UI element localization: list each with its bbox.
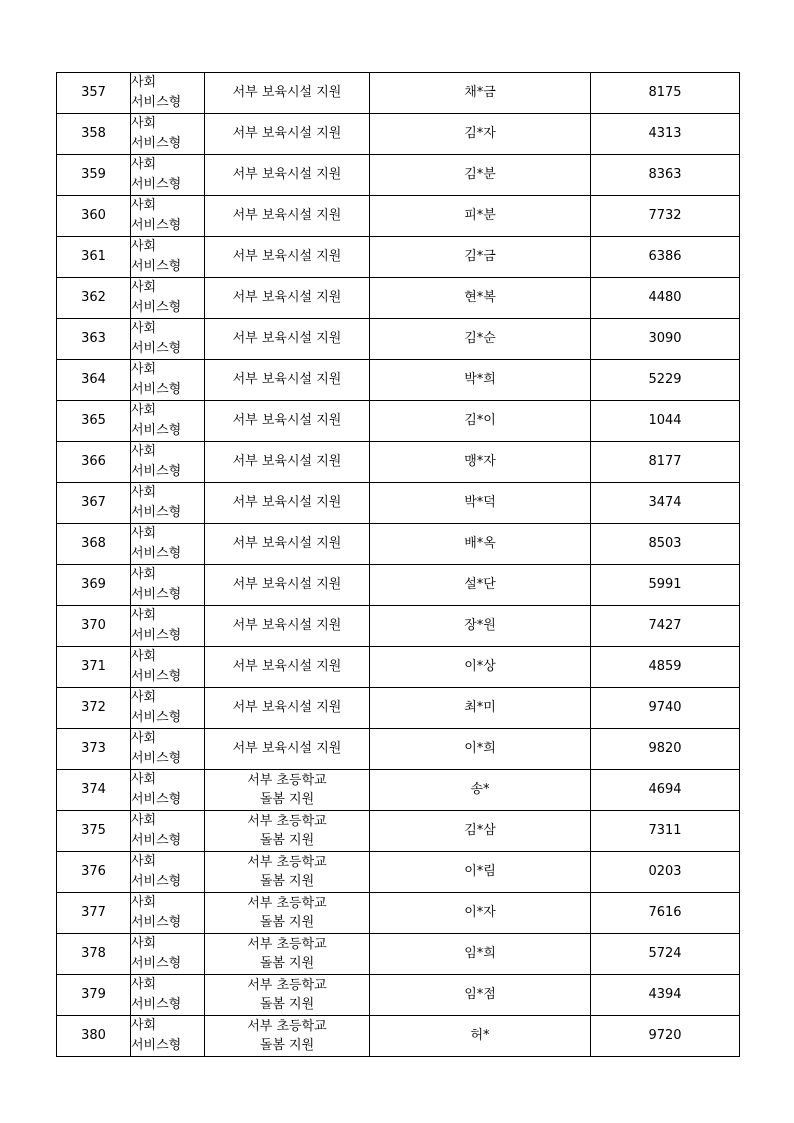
program-name-line: 서부 보육시설 지원 <box>232 618 342 633</box>
table-row <box>57 401 740 442</box>
program-name-line: 돌봄 지원 <box>259 956 315 971</box>
project-type-cell <box>131 565 205 606</box>
program-name-cell <box>205 278 370 319</box>
project-type-line: 사회 <box>131 321 157 336</box>
program-name-line: 돌봄 지원 <box>259 792 315 807</box>
project-type-cell <box>131 73 205 114</box>
participant-name-cell: 최*미 <box>370 688 591 729</box>
project-type-line: 사회 <box>131 403 157 418</box>
program-name-line: 서부 보육시설 지원 <box>232 208 342 223</box>
id-number-cell: 8177 <box>591 442 740 483</box>
project-type-line: 서비스형 <box>131 218 182 233</box>
program-name-cell <box>205 401 370 442</box>
participant-name-cell: 김*자 <box>370 114 591 155</box>
project-type-line: 서비스형 <box>131 751 182 766</box>
project-type-line: 사회 <box>131 731 157 746</box>
program-name-cell <box>205 606 370 647</box>
row-number-cell: 367 <box>57 483 131 524</box>
project-type-line: 사회 <box>131 157 157 172</box>
project-type-cell <box>131 114 205 155</box>
table-row <box>57 565 740 606</box>
project-type-cell <box>131 688 205 729</box>
project-type-line: 서비스형 <box>131 874 182 889</box>
participant-name-cell: 송* <box>370 770 591 811</box>
row-number-cell: 369 <box>57 565 131 606</box>
participant-name-cell: 피*분 <box>370 196 591 237</box>
id-number-cell: 8175 <box>591 73 740 114</box>
id-number-cell: 4313 <box>591 114 740 155</box>
project-type-line: 사회 <box>131 649 157 664</box>
participant-name-cell: 박*희 <box>370 360 591 401</box>
project-type-line: 서비스형 <box>131 259 182 274</box>
row-number-cell: 357 <box>57 73 131 114</box>
program-name-line: 서부 보육시설 지원 <box>232 495 342 510</box>
id-number-cell: 4480 <box>591 278 740 319</box>
project-type-line: 사회 <box>131 198 157 213</box>
participant-name-cell: 채*금 <box>370 73 591 114</box>
participant-name-cell: 이*상 <box>370 647 591 688</box>
table-row <box>57 524 740 565</box>
project-type-cell <box>131 975 205 1016</box>
program-name-cell <box>205 852 370 893</box>
program-name-line: 서부 보육시설 지원 <box>232 167 342 182</box>
program-name-line: 서부 보육시설 지원 <box>232 249 342 264</box>
table-row <box>57 114 740 155</box>
table-row <box>57 196 740 237</box>
participant-name-cell: 박*덕 <box>370 483 591 524</box>
table-row <box>57 811 740 852</box>
project-type-line: 서비스형 <box>131 833 182 848</box>
project-type-line: 서비스형 <box>131 956 182 971</box>
row-number-cell: 379 <box>57 975 131 1016</box>
project-type-line: 사회 <box>131 608 157 623</box>
project-type-line: 사회 <box>131 280 157 295</box>
roster-table <box>56 72 740 1057</box>
project-type-cell <box>131 196 205 237</box>
program-name-cell <box>205 360 370 401</box>
id-number-cell: 7732 <box>591 196 740 237</box>
project-type-line: 사회 <box>131 813 157 828</box>
project-type-cell <box>131 647 205 688</box>
id-number-cell: 9720 <box>591 1016 740 1057</box>
participant-name-cell: 김*삼 <box>370 811 591 852</box>
participant-name-cell: 이*림 <box>370 852 591 893</box>
program-name-cell <box>205 442 370 483</box>
row-number-cell: 372 <box>57 688 131 729</box>
program-name-line: 서부 초등학교 <box>247 773 327 788</box>
project-type-line: 사회 <box>131 485 157 500</box>
table-row <box>57 852 740 893</box>
project-type-line: 사회 <box>131 936 157 951</box>
row-number-cell: 366 <box>57 442 131 483</box>
row-number-cell: 368 <box>57 524 131 565</box>
project-type-line: 서비스형 <box>131 505 182 520</box>
id-number-cell: 5229 <box>591 360 740 401</box>
program-name-cell <box>205 155 370 196</box>
id-number-cell: 5724 <box>591 934 740 975</box>
program-name-cell <box>205 893 370 934</box>
id-number-cell: 7311 <box>591 811 740 852</box>
program-name-line: 서부 초등학교 <box>247 855 327 870</box>
project-type-line: 사회 <box>131 1018 157 1033</box>
participant-name-cell: 맹*자 <box>370 442 591 483</box>
program-name-cell <box>205 237 370 278</box>
id-number-cell: 7427 <box>591 606 740 647</box>
project-type-line: 서비스형 <box>131 464 182 479</box>
program-name-cell <box>205 73 370 114</box>
project-type-line: 사회 <box>131 895 157 910</box>
program-name-line: 서부 초등학교 <box>247 896 327 911</box>
project-type-cell <box>131 934 205 975</box>
project-type-line: 서비스형 <box>131 710 182 725</box>
project-type-line: 서비스형 <box>131 177 182 192</box>
program-name-cell <box>205 934 370 975</box>
id-number-cell: 9740 <box>591 688 740 729</box>
table-row <box>57 237 740 278</box>
participant-name-cell: 김*분 <box>370 155 591 196</box>
table-row <box>57 975 740 1016</box>
program-name-line: 돌봄 지원 <box>259 1038 315 1053</box>
row-number-cell: 359 <box>57 155 131 196</box>
project-type-line: 사회 <box>131 690 157 705</box>
row-number-cell: 365 <box>57 401 131 442</box>
program-name-cell <box>205 729 370 770</box>
project-type-cell <box>131 155 205 196</box>
project-type-line: 사회 <box>131 854 157 869</box>
participant-name-cell: 현*복 <box>370 278 591 319</box>
program-name-line: 서부 초등학교 <box>247 937 327 952</box>
row-number-cell: 377 <box>57 893 131 934</box>
roster-body <box>57 73 740 1057</box>
project-type-cell <box>131 319 205 360</box>
project-type-line: 서비스형 <box>131 341 182 356</box>
id-number-cell: 3090 <box>591 319 740 360</box>
row-number-cell: 376 <box>57 852 131 893</box>
project-type-line: 서비스형 <box>131 300 182 315</box>
row-number-cell: 360 <box>57 196 131 237</box>
project-type-cell <box>131 852 205 893</box>
project-type-cell <box>131 729 205 770</box>
program-name-line: 돌봄 지원 <box>259 874 315 889</box>
id-number-cell: 5991 <box>591 565 740 606</box>
program-name-line: 서부 보육시설 지원 <box>232 659 342 674</box>
project-type-cell <box>131 442 205 483</box>
row-number-cell: 370 <box>57 606 131 647</box>
program-name-line: 서부 보육시설 지원 <box>232 700 342 715</box>
project-type-line: 사회 <box>131 526 157 541</box>
project-type-cell <box>131 770 205 811</box>
row-number-cell: 380 <box>57 1016 131 1057</box>
project-type-cell <box>131 483 205 524</box>
table-row <box>57 360 740 401</box>
program-name-line: 돌봄 지원 <box>259 997 315 1012</box>
id-number-cell: 8503 <box>591 524 740 565</box>
project-type-cell <box>131 360 205 401</box>
table-row <box>57 155 740 196</box>
participant-name-cell: 김*이 <box>370 401 591 442</box>
id-number-cell: 8363 <box>591 155 740 196</box>
project-type-cell <box>131 1016 205 1057</box>
id-number-cell: 4859 <box>591 647 740 688</box>
project-type-cell <box>131 524 205 565</box>
project-type-cell <box>131 278 205 319</box>
project-type-line: 사회 <box>131 116 157 131</box>
participant-name-cell: 배*옥 <box>370 524 591 565</box>
program-name-cell <box>205 811 370 852</box>
id-number-cell: 4694 <box>591 770 740 811</box>
program-name-line: 서부 보육시설 지원 <box>232 741 342 756</box>
program-name-cell <box>205 565 370 606</box>
row-number-cell: 375 <box>57 811 131 852</box>
project-type-line: 서비스형 <box>131 669 182 684</box>
row-number-cell: 374 <box>57 770 131 811</box>
project-type-cell <box>131 237 205 278</box>
project-type-line: 서비스형 <box>131 587 182 602</box>
id-number-cell: 7616 <box>591 893 740 934</box>
row-number-cell: 378 <box>57 934 131 975</box>
program-name-cell <box>205 688 370 729</box>
project-type-line: 서비스형 <box>131 382 182 397</box>
table-row <box>57 770 740 811</box>
table-row <box>57 442 740 483</box>
program-name-cell <box>205 770 370 811</box>
program-name-line: 서부 초등학교 <box>247 1019 327 1034</box>
project-type-line: 서비스형 <box>131 546 182 561</box>
id-number-cell: 9820 <box>591 729 740 770</box>
row-number-cell: 362 <box>57 278 131 319</box>
project-type-cell <box>131 401 205 442</box>
table-row <box>57 729 740 770</box>
project-type-line: 사회 <box>131 75 157 90</box>
table-row <box>57 688 740 729</box>
id-number-cell: 6386 <box>591 237 740 278</box>
project-type-cell <box>131 893 205 934</box>
row-number-cell: 371 <box>57 647 131 688</box>
table-row <box>57 893 740 934</box>
participant-name-cell: 설*단 <box>370 565 591 606</box>
program-name-line: 서부 보육시설 지원 <box>232 577 342 592</box>
table-row <box>57 483 740 524</box>
project-type-line: 서비스형 <box>131 997 182 1012</box>
project-type-cell <box>131 811 205 852</box>
program-name-cell <box>205 1016 370 1057</box>
participant-name-cell: 장*원 <box>370 606 591 647</box>
project-type-line: 서비스형 <box>131 1038 182 1053</box>
program-name-line: 서부 보육시설 지원 <box>232 126 342 141</box>
program-name-line: 서부 보육시설 지원 <box>232 85 342 100</box>
program-name-cell <box>205 483 370 524</box>
row-number-cell: 364 <box>57 360 131 401</box>
project-type-line: 서비스형 <box>131 95 182 110</box>
program-name-line: 서부 초등학교 <box>247 814 327 829</box>
table-row <box>57 73 740 114</box>
program-name-line: 서부 보육시설 지원 <box>232 331 342 346</box>
program-name-cell <box>205 975 370 1016</box>
table-row <box>57 606 740 647</box>
program-name-cell <box>205 114 370 155</box>
program-name-cell <box>205 647 370 688</box>
project-type-line: 사회 <box>131 567 157 582</box>
participant-name-cell: 임*희 <box>370 934 591 975</box>
program-name-line: 서부 보육시설 지원 <box>232 290 342 305</box>
program-name-line: 서부 보육시설 지원 <box>232 372 342 387</box>
participant-name-cell: 임*점 <box>370 975 591 1016</box>
program-name-cell <box>205 319 370 360</box>
participant-name-cell: 이*희 <box>370 729 591 770</box>
project-type-line: 서비스형 <box>131 423 182 438</box>
id-number-cell: 1044 <box>591 401 740 442</box>
program-name-line: 돌봄 지원 <box>259 915 315 930</box>
project-type-line: 사회 <box>131 772 157 787</box>
participant-name-cell: 이*자 <box>370 893 591 934</box>
table-row <box>57 934 740 975</box>
project-type-line: 서비스형 <box>131 628 182 643</box>
program-name-line: 돌봄 지원 <box>259 833 315 848</box>
participant-name-cell: 김*금 <box>370 237 591 278</box>
table-row <box>57 647 740 688</box>
participant-name-cell: 허* <box>370 1016 591 1057</box>
program-name-line: 서부 보육시설 지원 <box>232 413 342 428</box>
program-name-cell <box>205 524 370 565</box>
project-type-line: 사회 <box>131 444 157 459</box>
table-row <box>57 1016 740 1057</box>
project-type-line: 사회 <box>131 362 157 377</box>
project-type-line: 서비스형 <box>131 136 182 151</box>
program-name-line: 서부 초등학교 <box>247 978 327 993</box>
project-type-line: 사회 <box>131 977 157 992</box>
row-number-cell: 358 <box>57 114 131 155</box>
project-type-cell <box>131 606 205 647</box>
program-name-line: 서부 보육시설 지원 <box>232 454 342 469</box>
program-name-cell <box>205 196 370 237</box>
table-row <box>57 278 740 319</box>
row-number-cell: 361 <box>57 237 131 278</box>
id-number-cell: 4394 <box>591 975 740 1016</box>
row-number-cell: 363 <box>57 319 131 360</box>
program-name-line: 서부 보육시설 지원 <box>232 536 342 551</box>
id-number-cell: 3474 <box>591 483 740 524</box>
participant-name-cell: 김*순 <box>370 319 591 360</box>
project-type-line: 서비스형 <box>131 915 182 930</box>
project-type-line: 사회 <box>131 239 157 254</box>
project-type-line: 서비스형 <box>131 792 182 807</box>
id-number-cell: 0203 <box>591 852 740 893</box>
table-row <box>57 319 740 360</box>
row-number-cell: 373 <box>57 729 131 770</box>
